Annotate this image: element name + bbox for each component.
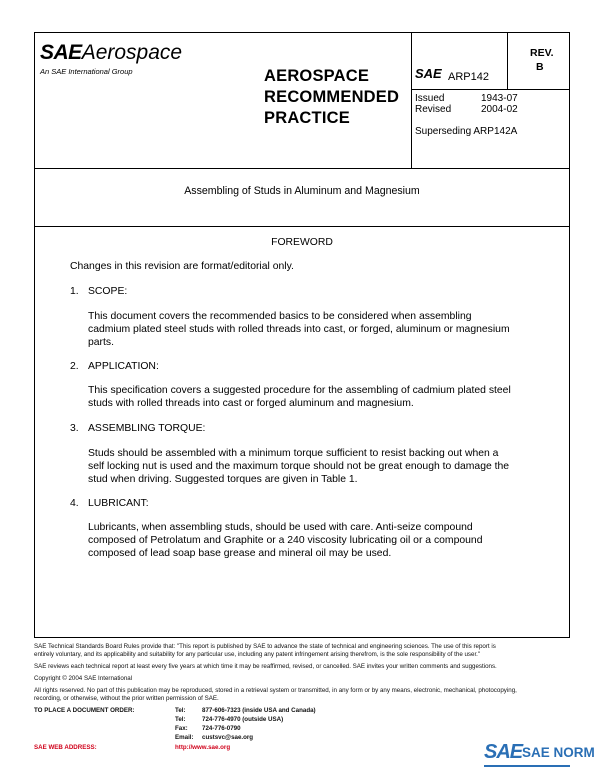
contact-label: Fax: — [175, 725, 188, 732]
section-number: 2. — [70, 361, 79, 372]
logo-tagline: An SAE International Group — [40, 67, 133, 76]
header-column-divider — [411, 32, 412, 168]
contact-value: 724-776-0790 — [202, 725, 241, 732]
issued-label: Issued — [415, 93, 445, 104]
section-heading-lubricant: LUBRICANT: — [88, 498, 149, 509]
section-number: 1. — [70, 286, 79, 297]
section-body-scope — [88, 310, 568, 349]
body-line: cadmium plated steel studs with rolled threads into cast, or forged, aluminum or magnesium — [88, 324, 510, 335]
doc-type-line-2: RECOMMENDED — [264, 88, 400, 106]
contact-email[interactable]: custsvc@sae.org — [202, 734, 254, 741]
watermark-text: SAE NORM — [522, 745, 595, 760]
rev-value: B — [536, 61, 544, 73]
doc-type-title — [264, 66, 399, 129]
web-label: SAE WEB ADDRESS: — [34, 744, 97, 751]
footer-line: entirely voluntary, and its applicability and suitability for any particular use, including any patent infringement arising therefrom, is the sole responsibility of the user." — [34, 651, 481, 658]
logo-brand: SAE — [40, 41, 82, 64]
doc-number: ARP142 — [448, 71, 489, 83]
web-url-link[interactable]: http://www.sae.org — [175, 744, 231, 751]
section-number: 3. — [70, 423, 79, 434]
foreword-text: Changes in this revision are format/editorial only. — [70, 261, 294, 272]
doc-type-line-1: AEROSPACE — [264, 67, 370, 85]
body-line: parts. — [88, 337, 114, 348]
body-line: This specification covers a suggested procedure for the assembling of cadmium plated steel — [88, 385, 511, 396]
header-divider — [34, 168, 570, 169]
superseding: Superseding ARP142A — [415, 126, 518, 137]
footer-line: All rights reserved. No part of this publication may be reproduced, stored in a retrieval system or transmitted, in any form or by any means, electronic, mechanical, photocopying, — [34, 687, 517, 694]
contact-value: 724-776-4970 (outside USA) — [202, 716, 284, 723]
footer-rules — [34, 643, 570, 659]
sae-mark: SAE — [415, 66, 442, 81]
rev-column-divider — [507, 32, 508, 89]
body-line: composed of lead soap base grease and mineral oil may be used. — [88, 548, 392, 559]
footer-copyright: Copyright © 2004 SAE International — [34, 675, 133, 682]
body-line: This document covers the recommended basics to be considered when assembling — [88, 311, 472, 322]
body-line: composed of Petrolatum and Graphite or a 240 viscosity lubricating oil or a compound — [88, 535, 483, 546]
contact-value: 877-606-7323 (inside USA and Canada) — [202, 707, 316, 714]
contact-label: Email: — [175, 734, 194, 741]
doc-type-line-3: PRACTICE — [264, 109, 350, 127]
section-number: 4. — [70, 498, 79, 509]
body-line: studs with rolled threads into cast or forged aluminum and magnesium. — [88, 398, 414, 409]
title-divider — [34, 226, 570, 227]
footer-review: SAE reviews each technical report at least every five years at which time it may be reaffirmed, revised, or cancelled. SAE invites your written comments and suggestions. — [34, 663, 497, 670]
rev-row-divider — [411, 89, 570, 90]
body-line: self locking nut is used and the maximum torque should not be great enough to damage the — [88, 461, 510, 472]
sae-aerospace-logo — [40, 41, 182, 65]
foreword-heading: FOREWORD — [271, 237, 333, 248]
contact-label: Tel: — [175, 716, 186, 723]
footer-line: recording, or otherwise, without the prior written permission of SAE. — [34, 695, 219, 702]
section-heading-application: APPLICATION: — [88, 361, 159, 372]
revised-value: 2004-02 — [481, 104, 518, 115]
revised-label: Revised — [415, 104, 452, 115]
section-body-assembling-torque — [88, 447, 568, 486]
order-label: TO PLACE A DOCUMENT ORDER: — [34, 707, 135, 714]
watermark-sae-icon: SAE — [484, 741, 523, 763]
rev-label: REV. — [530, 47, 554, 59]
body-line: stud when driving. Suggested torques are given in Table 1. — [88, 474, 358, 485]
issued-value: 1943-07 — [481, 93, 518, 104]
body-line: Studs should be assembled with a minimum torque sufficient to resist backing out when a — [88, 448, 499, 459]
footer-line: SAE Technical Standards Board Rules provide that: "This report is published by SAE to advance the state of technical and engineering sciences. The use of this report is — [34, 643, 496, 650]
section-body-application — [88, 384, 568, 410]
section-heading-scope: SCOPE: — [88, 286, 128, 297]
logo-name: Aerospace — [81, 41, 183, 64]
contact-label: Tel: — [175, 707, 186, 714]
body-line: Lubricants, when assembling studs, should be used with care. Anti-seize compound — [88, 522, 473, 533]
doc-title: Assembling of Studs in Aluminum and Magnesium — [184, 185, 420, 197]
footer-rights — [34, 687, 570, 703]
section-body-lubricant — [88, 521, 568, 560]
watermark-underline — [484, 765, 570, 767]
section-heading-assembling-torque: ASSEMBLING TORQUE: — [88, 423, 206, 434]
